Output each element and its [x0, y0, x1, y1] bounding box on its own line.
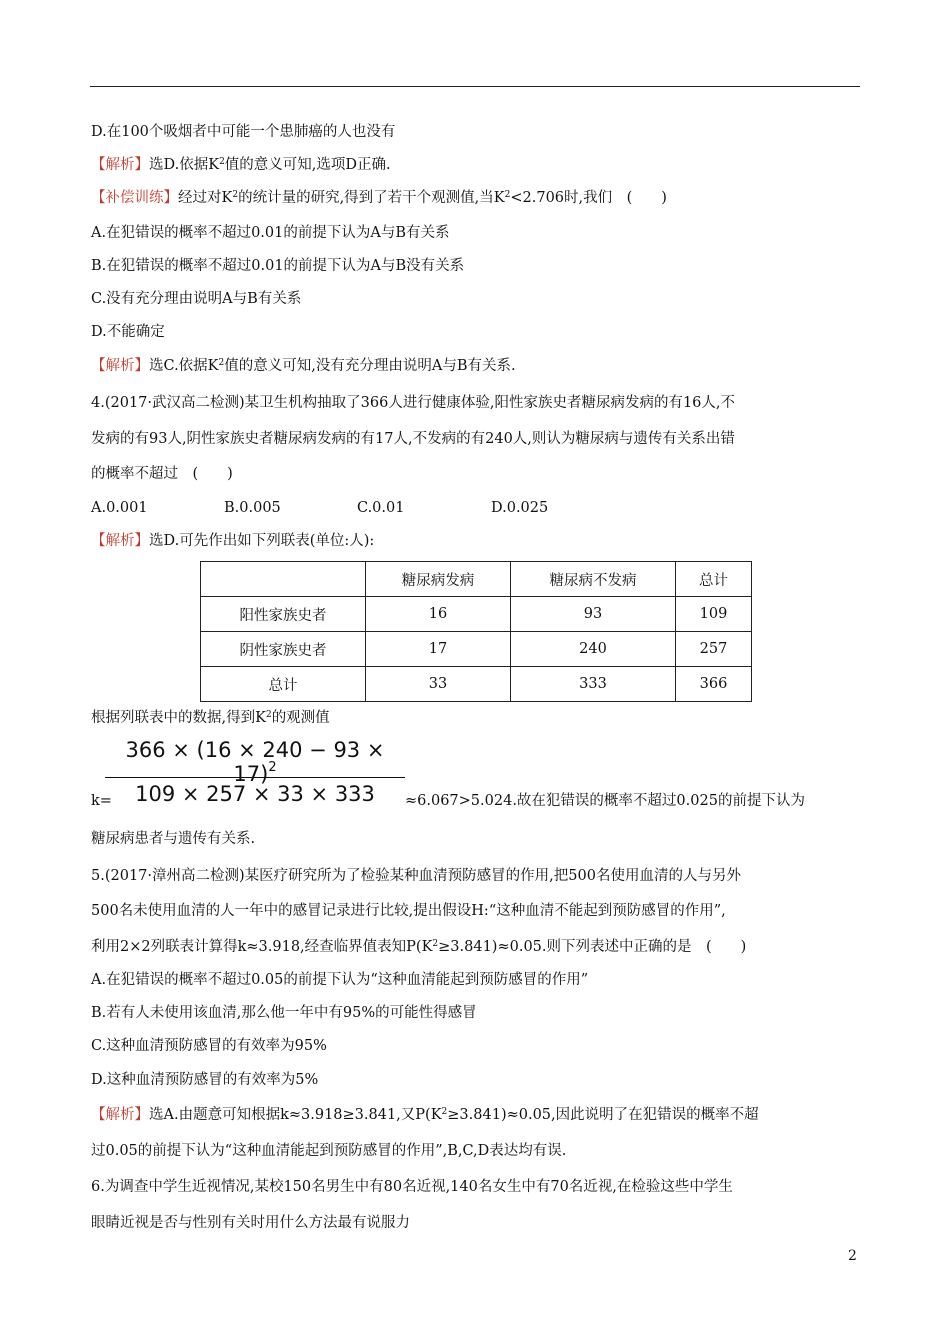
- question-6-line-1: 6.为调查中学生近视情况,某校150名男生中有80名近视,140名女生中有70名近视,在检验这些中学生: [91, 1179, 733, 1195]
- observation-intro: 根据列联表中的数据,得到$K^2$的观测值: [91, 710, 330, 726]
- header-rule: [90, 86, 860, 87]
- question-6-line-2: 眼睛近视是否与性别有关时用什么方法最有说服力: [91, 1215, 410, 1231]
- table-cell: 109: [676, 597, 752, 632]
- analysis-line-5: 过0.05的前提下认为“这种血清能起到预防感冒的作用”,B,C,D表达均有误.: [91, 1143, 567, 1159]
- fraction-bar: [105, 777, 405, 778]
- analysis-tag: 【解析】: [91, 358, 149, 374]
- contingency-table: [200, 561, 752, 702]
- option-b: B.0.005: [224, 500, 281, 516]
- supplement-question: 【补偿训练】经过对$K^2$的统计量的研究,得到了若干个观测值,当$K^2<2.706$时,我们 ( ): [91, 190, 667, 206]
- table-cell: 366: [676, 667, 752, 702]
- formula-exponent: 2: [268, 760, 277, 775]
- question-5-line-1: 5.(2017·漳州高二检测)某医疗研究所为了检验某种血清预防感冒的作用,把500名使用血清的人与另外: [91, 868, 741, 884]
- option-d: D.0.025: [491, 500, 549, 516]
- option-c-line: C.没有充分理由说明A与B有关系: [91, 291, 302, 307]
- table-header-cell: [201, 562, 366, 597]
- table-cell: 总计: [201, 667, 366, 702]
- option-5d: D.这种血清预防感冒的有效率为5%: [91, 1072, 319, 1088]
- analysis-tag: 【解析】: [91, 533, 149, 549]
- option-d2-line: D.不能确定: [91, 324, 165, 340]
- table-cell: 333: [511, 667, 676, 702]
- table-cell: 阴性家族史者: [201, 632, 366, 667]
- analysis-line-4: 【解析】选A.由题意可知根据k≈3.918≥3.841,又$P(K^2\ge 3.841)\approx 0.05$,因此说明了在犯错误的概率不超: [91, 1107, 759, 1123]
- table-cell: 240: [511, 632, 676, 667]
- table-row: [201, 667, 752, 702]
- analysis-tag: 【解析】: [91, 1107, 149, 1123]
- option-d-line: D.在100个吸烟者中可能一个患肺癌的人也没有: [91, 124, 396, 140]
- question-4-line-1: 4.(2017·武汉高二检测)某卫生机构抽取了366人进行健康体验,阳性家族史者糖尿病发病的有16人,不: [91, 395, 736, 411]
- conclusion-line: 糖尿病患者与遗传有关系.: [91, 831, 256, 847]
- table-header-cell: 糖尿病不发病: [511, 562, 676, 597]
- table-cell: 93: [511, 597, 676, 632]
- question-5-line-3: 利用2×2列联表计算得k≈3.918,经查临界值表知$P(K^2\ge 3.841)\approx 0.05$.则下列表述中正确的是 ( ): [91, 939, 747, 955]
- option-5c: C.这种血清预防感冒的有效率为95%: [91, 1038, 327, 1054]
- k-square-formula: [105, 738, 405, 808]
- table-header-cell: 总计: [676, 562, 752, 597]
- question-4-line-2: 发病的有93人,阴性家族史者糖尿病发病的有17人,不发病的有240人,则认为糖尿病与遗传有关系出错: [91, 431, 735, 447]
- question-4-line-3: 的概率不超过 ( ): [91, 466, 233, 482]
- analysis-line-1: 【解析】选D.依据$K^2$值的意义可知,选项D正确.: [91, 157, 391, 173]
- table-header-row: [201, 562, 752, 597]
- supplement-tag: 【补偿训练】: [91, 190, 178, 206]
- analysis-tag: 【解析】: [91, 157, 149, 173]
- question-5-line-2: 500名未使用血清的人一年中的感冒记录进行比较,提出假设H:“这种血清不能起到预防感冒的作用”,: [91, 903, 726, 919]
- table-cell: 16: [366, 597, 511, 632]
- table-cell: 33: [366, 667, 511, 702]
- option-a-line: A.在犯错误的概率不超过0.01的前提下认为A与B有关系: [91, 225, 450, 241]
- table-row: [201, 597, 752, 632]
- analysis-line-3: 【解析】选D.可先作出如下列联表(单位:人):: [91, 533, 375, 549]
- option-5a: A.在犯错误的概率不超过0.05的前提下认为“这种血清能起到预防感冒的作用”: [91, 972, 589, 988]
- k-result-line: ≈6.067>5.024.故在犯错误的概率不超过0.025的前提下认为: [405, 793, 805, 809]
- table-cell: 257: [676, 632, 752, 667]
- option-b-line: B.在犯错误的概率不超过0.01的前提下认为A与B没有关系: [91, 258, 465, 274]
- table-cell: 阳性家族史者: [201, 597, 366, 632]
- page-number: 2: [848, 1248, 857, 1264]
- formula-denominator: 109 × 257 × 33 × 333: [135, 782, 375, 806]
- option-c: C.0.01: [357, 500, 405, 516]
- option-a: A.0.001: [91, 500, 148, 516]
- question-4-options: [91, 498, 591, 518]
- formula-numerator: $366 \times (16 \times 240 - 93 \times 17)^2$: [125, 738, 385, 786]
- table-row: [201, 632, 752, 667]
- table-header-cell: 糖尿病发病: [366, 562, 511, 597]
- table-cell: 17: [366, 632, 511, 667]
- option-5b: B.若有人未使用该血清,那么他一年中有95%的可能性得感冒: [91, 1005, 477, 1021]
- analysis-line-2: 【解析】选C.依据$K^2$值的意义可知,没有充分理由说明A与B有关系.: [91, 358, 516, 374]
- k-label: k=: [91, 793, 112, 809]
